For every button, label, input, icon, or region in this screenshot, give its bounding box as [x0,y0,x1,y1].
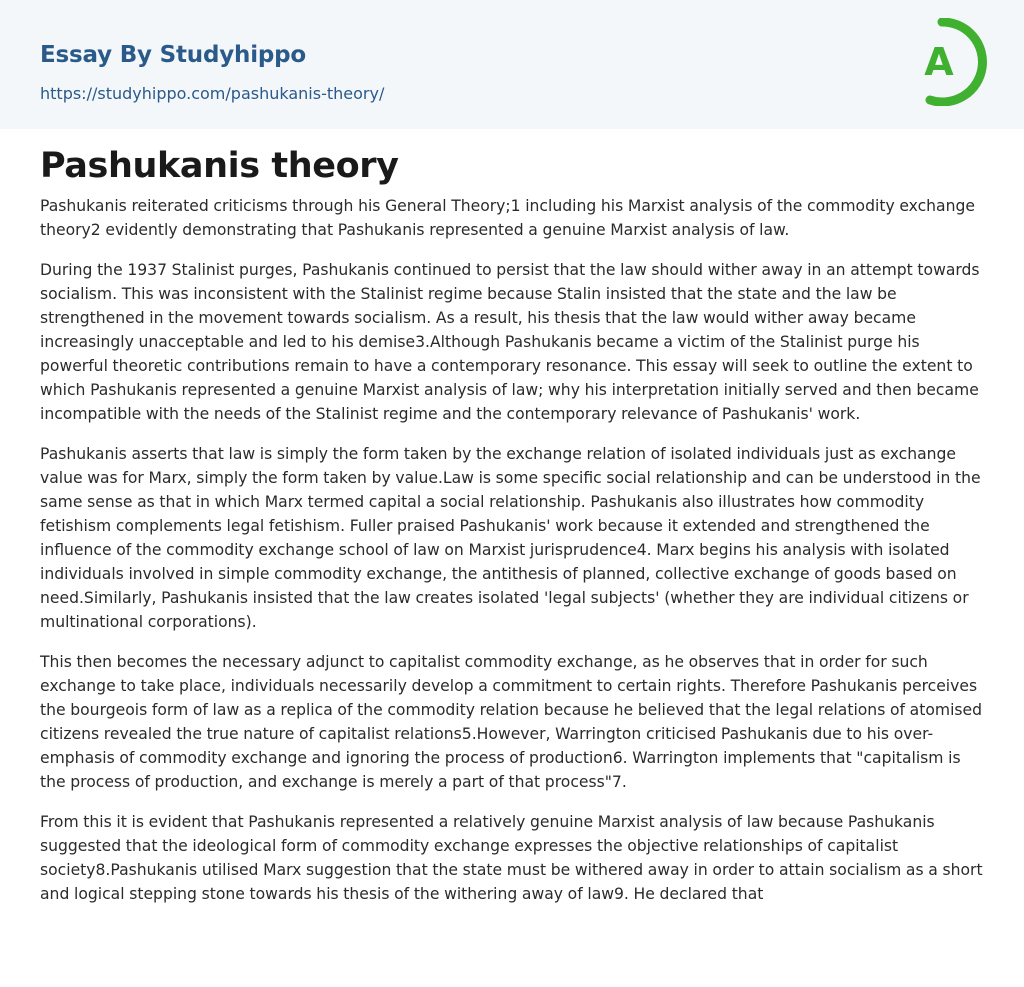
studyhippo-logo-icon[interactable] [908,18,988,106]
paragraph: Pashukanis asserts that law is simply the form taken by the exchange relation of isolated individuals just as exchange value was for Marx, simply the form taken by value.Law is some specific social relationship and can be understood in the same sense as that in which Marx termed capital a social relationship. Pashukanis also illustrates how commodity fetishism complements legal fetishism. Fuller praised Pashukanis' work because it extended and strengthened the influence of the commodity exchange school of law on Marxist jurisprudence4. Marx begins his analysis with isolated individuals involved in simple commodity exchange, the antithesis of planned, collective exchange of goods based on need.Similarly, Pashukanis insisted that the law creates isolated 'legal subjects' (whether they are individual citizens or multinational corporations). [40,445,981,631]
page-title: Pashukanis theory [40,146,399,186]
article-body [40,194,984,922]
site-title[interactable]: Essay By Studyhippo [40,42,307,68]
paragraph: Pashukanis reiterated criticisms through his General Theory;1 including his Marxist analysis of the commodity exchange theory2 evidently demonstrating that Pashukanis represented a genuine Marxist analysis of law. [40,197,975,239]
logo-letter: A [924,40,954,84]
paragraph: During the 1937 Stalinist purges, Pashukanis continued to persist that the law should wither away in an attempt towards socialism. This was inconsistent with the Stalinist regime because Stalin insisted that the state and the law be strengthened in the movement towards socialism. As a result, his thesis that the law would wither away became increasingly unacceptable and led to his demise3.Although Pashukanis became a victim of the Stalinist purge his powerful theoretic contributions remain to have a contemporary resonance. This essay will seek to outline the extent to which Pashukanis represented a genuine Marxist analysis of law; why his interpretation initially served and then became incompatible with the needs of the Stalinist regime and the contemporary relevance of Pashukanis' work. [40,261,980,423]
paragraph: This then becomes the necessary adjunct to capitalist commodity exchange, as he observes that in order for such exchange to take place, individuals necessarily develop a commitment to certain rights. Therefore Pashukanis perceives the bourgeois form of law as a replica of the commodity relation because he believed that the legal relations of atomised citizens revealed the true nature of capitalist relations5.However, Warrington criticised Pashukanis due to his over-emphasis of commodity exchange and ignoring the process of production6. Warrington implements that "capitalism is the process of production, and exchange is merely a part of that process"7. [40,653,983,791]
paragraph: From this it is evident that Pashukanis represented a relatively genuine Marxist analysis of law because Pashukanis suggested that the ideological form of commodity exchange expresses the objective relationships of capitalist society8.Pashukanis utilised Marx suggestion that the state must be withered away in order to attain socialism as a short and logical stepping stone towards his thesis of the withering away of law9. He declared that [40,813,983,903]
site-header [0,0,1024,129]
article-url-link[interactable]: https://studyhippo.com/pashukanis-theory/ [40,84,385,103]
